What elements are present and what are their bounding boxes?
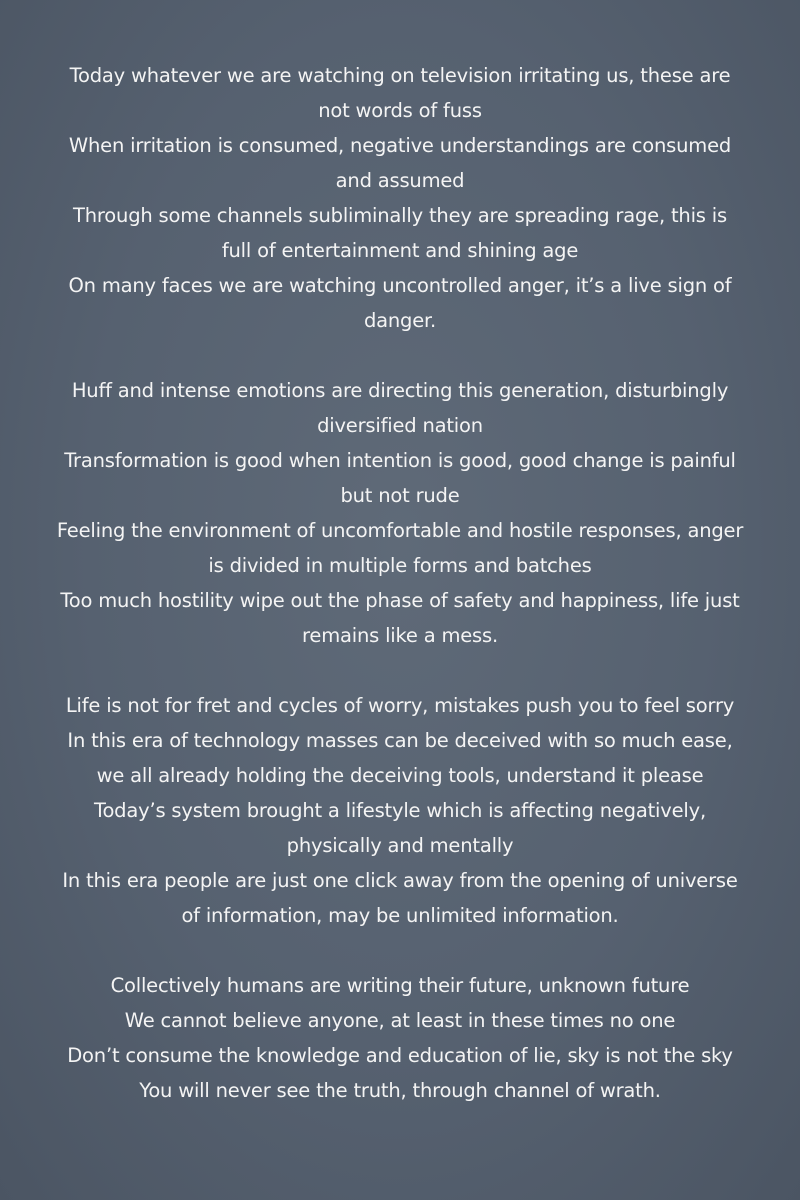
poem-line: Today’s system brought a lifestyle which is affecting negatively, physically and mentally — [94, 799, 706, 857]
poem-line: When irritation is consumed, negative understandings are consumed and assumed — [68, 134, 732, 192]
poem-line: You will never see the truth, through channel of wrath. — [139, 1079, 661, 1102]
poem-line: In this era of technology masses can be deceived with so much ease, we all already holding the deceiving tools, understand it please — [67, 729, 733, 787]
stanza-1 — [56, 58, 744, 338]
poem-line: Don’t consume the knowledge and education of lie, sky is not the sky — [67, 1044, 733, 1067]
poem-line: Today whatever we are watching on television irritating us, these are not words of fuss — [69, 64, 731, 122]
poem-line: Life is not for fret and cycles of worry, mistakes push you to feel sorry — [65, 694, 735, 717]
poem-line: Through some channels subliminally they are spreading rage, this is full of entertainment and shining age — [73, 204, 727, 262]
poem-line: Collectively humans are writing their future, unknown future — [110, 974, 690, 997]
poem-line: Huff and intense emotions are directing this generation, disturbingly diversified nation — [71, 379, 729, 437]
poem-line: Feeling the environment of uncomfortable and hostile responses, anger is divided in multiple forms and batches — [56, 519, 744, 577]
stanza-4 — [56, 968, 744, 1108]
stanza-2 — [56, 373, 744, 653]
poem-line: In this era people are just one click away from the opening of universe of information, may be unlimited information. — [62, 869, 738, 927]
poem-body — [0, 58, 800, 1143]
poem-line: Transformation is good when intention is good, good change is painful but not rude — [64, 449, 736, 507]
poem-line: We cannot believe anyone, at least in these times no one — [124, 1009, 676, 1032]
poem-line: On many faces we are watching uncontrolled anger, it’s a live sign of danger. — [68, 274, 732, 332]
stanza-3 — [56, 688, 744, 933]
poem-line: Too much hostility wipe out the phase of safety and happiness, life just remains like a mess. — [60, 589, 740, 647]
